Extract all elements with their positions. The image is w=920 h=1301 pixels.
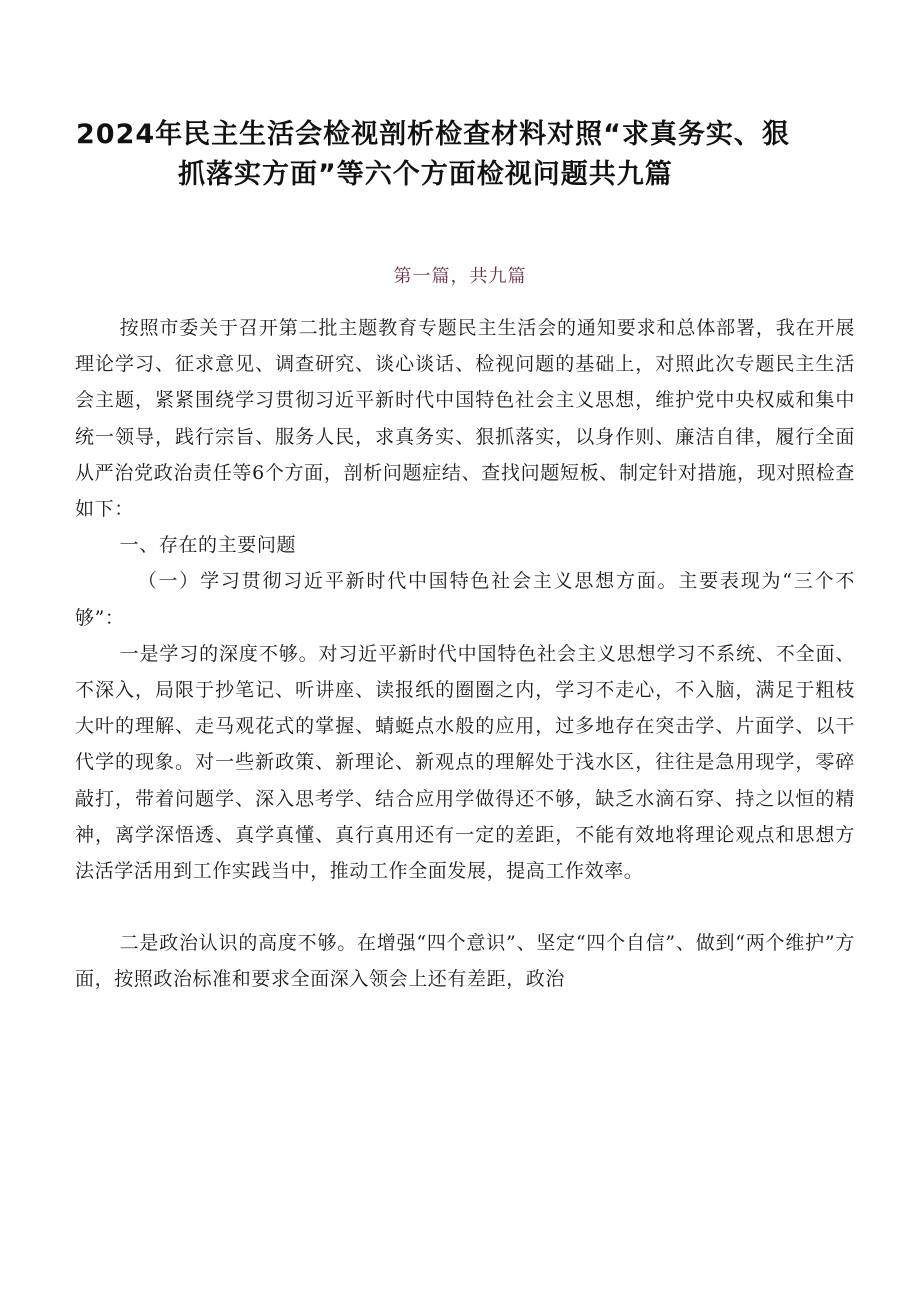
document-body [75, 310, 855, 998]
title-line-1: 2024年民主生活会检视剖析检查材料对照“求真务实、狠 [76, 119, 790, 150]
section-heading: 一、存在的主要问题 [119, 534, 297, 557]
intro-paragraph: 按照市委关于召开第二批主题教育专题民主生活会的通知要求和总体部署，我在开展理论学习、征求意见、调查研究、谈心谈话、检视问题的基础上，对照此次专题民主生活会主题，紧紧围绕学习贯彻习近平新时代中国特色社会主义思想，维护党中央权威和集中统一领导，践行宗旨、服务人民，求真务实、狠抓落实，以身作则、廉洁自律，履行全面从严治党政治责任等6个方面，剖析问题症结、查找问题短板、制定针对措施，现对照检查如下： [75, 317, 855, 521]
point-one-paragraph: 一是学习的深度不够。对习近平新时代中国特色社会主义思想学习不系统、不全面、不深入，局限于抄笔记、听讲座、读报纸的圈圈之内，学习不走心，不入脑，满足于粗枝大叶的理解、走马观花式的掌握、蜻蜓点水般的应用，过多地存在突击学、片面学、以干代学的现象。对一些新政策、新理论、新观点的理解处于浅水区，往往是急用现学，零碎敲打，带着问题学、深入思考学、结合应用学做得还不够，缺乏水滴石穿、持之以恒的精神，离学深悟透、真学真懂、真行真用还有一定的差距，不能有效地将理论观点和思想方法活学活用到工作实践当中，推动工作全面发展，提高工作效率。 [75, 642, 855, 883]
subsection-heading: （一）学习贯彻习近平新时代中国特色社会主义思想方面。主要表现为“三个不够”： [75, 570, 855, 629]
document-subtitle: 第一篇，共九篇 [393, 266, 527, 287]
point-two-paragraph: 二是政治认识的高度不够。在增强“四个意识”、坚定“四个自信”、做到“两个维护”方面，按照政治标准和要求全面深入领会上还有差距，政治 [75, 932, 855, 991]
title-line-2: 抓落实方面”等六个方面检视问题共九篇 [178, 159, 673, 190]
document-title [70, 115, 860, 195]
